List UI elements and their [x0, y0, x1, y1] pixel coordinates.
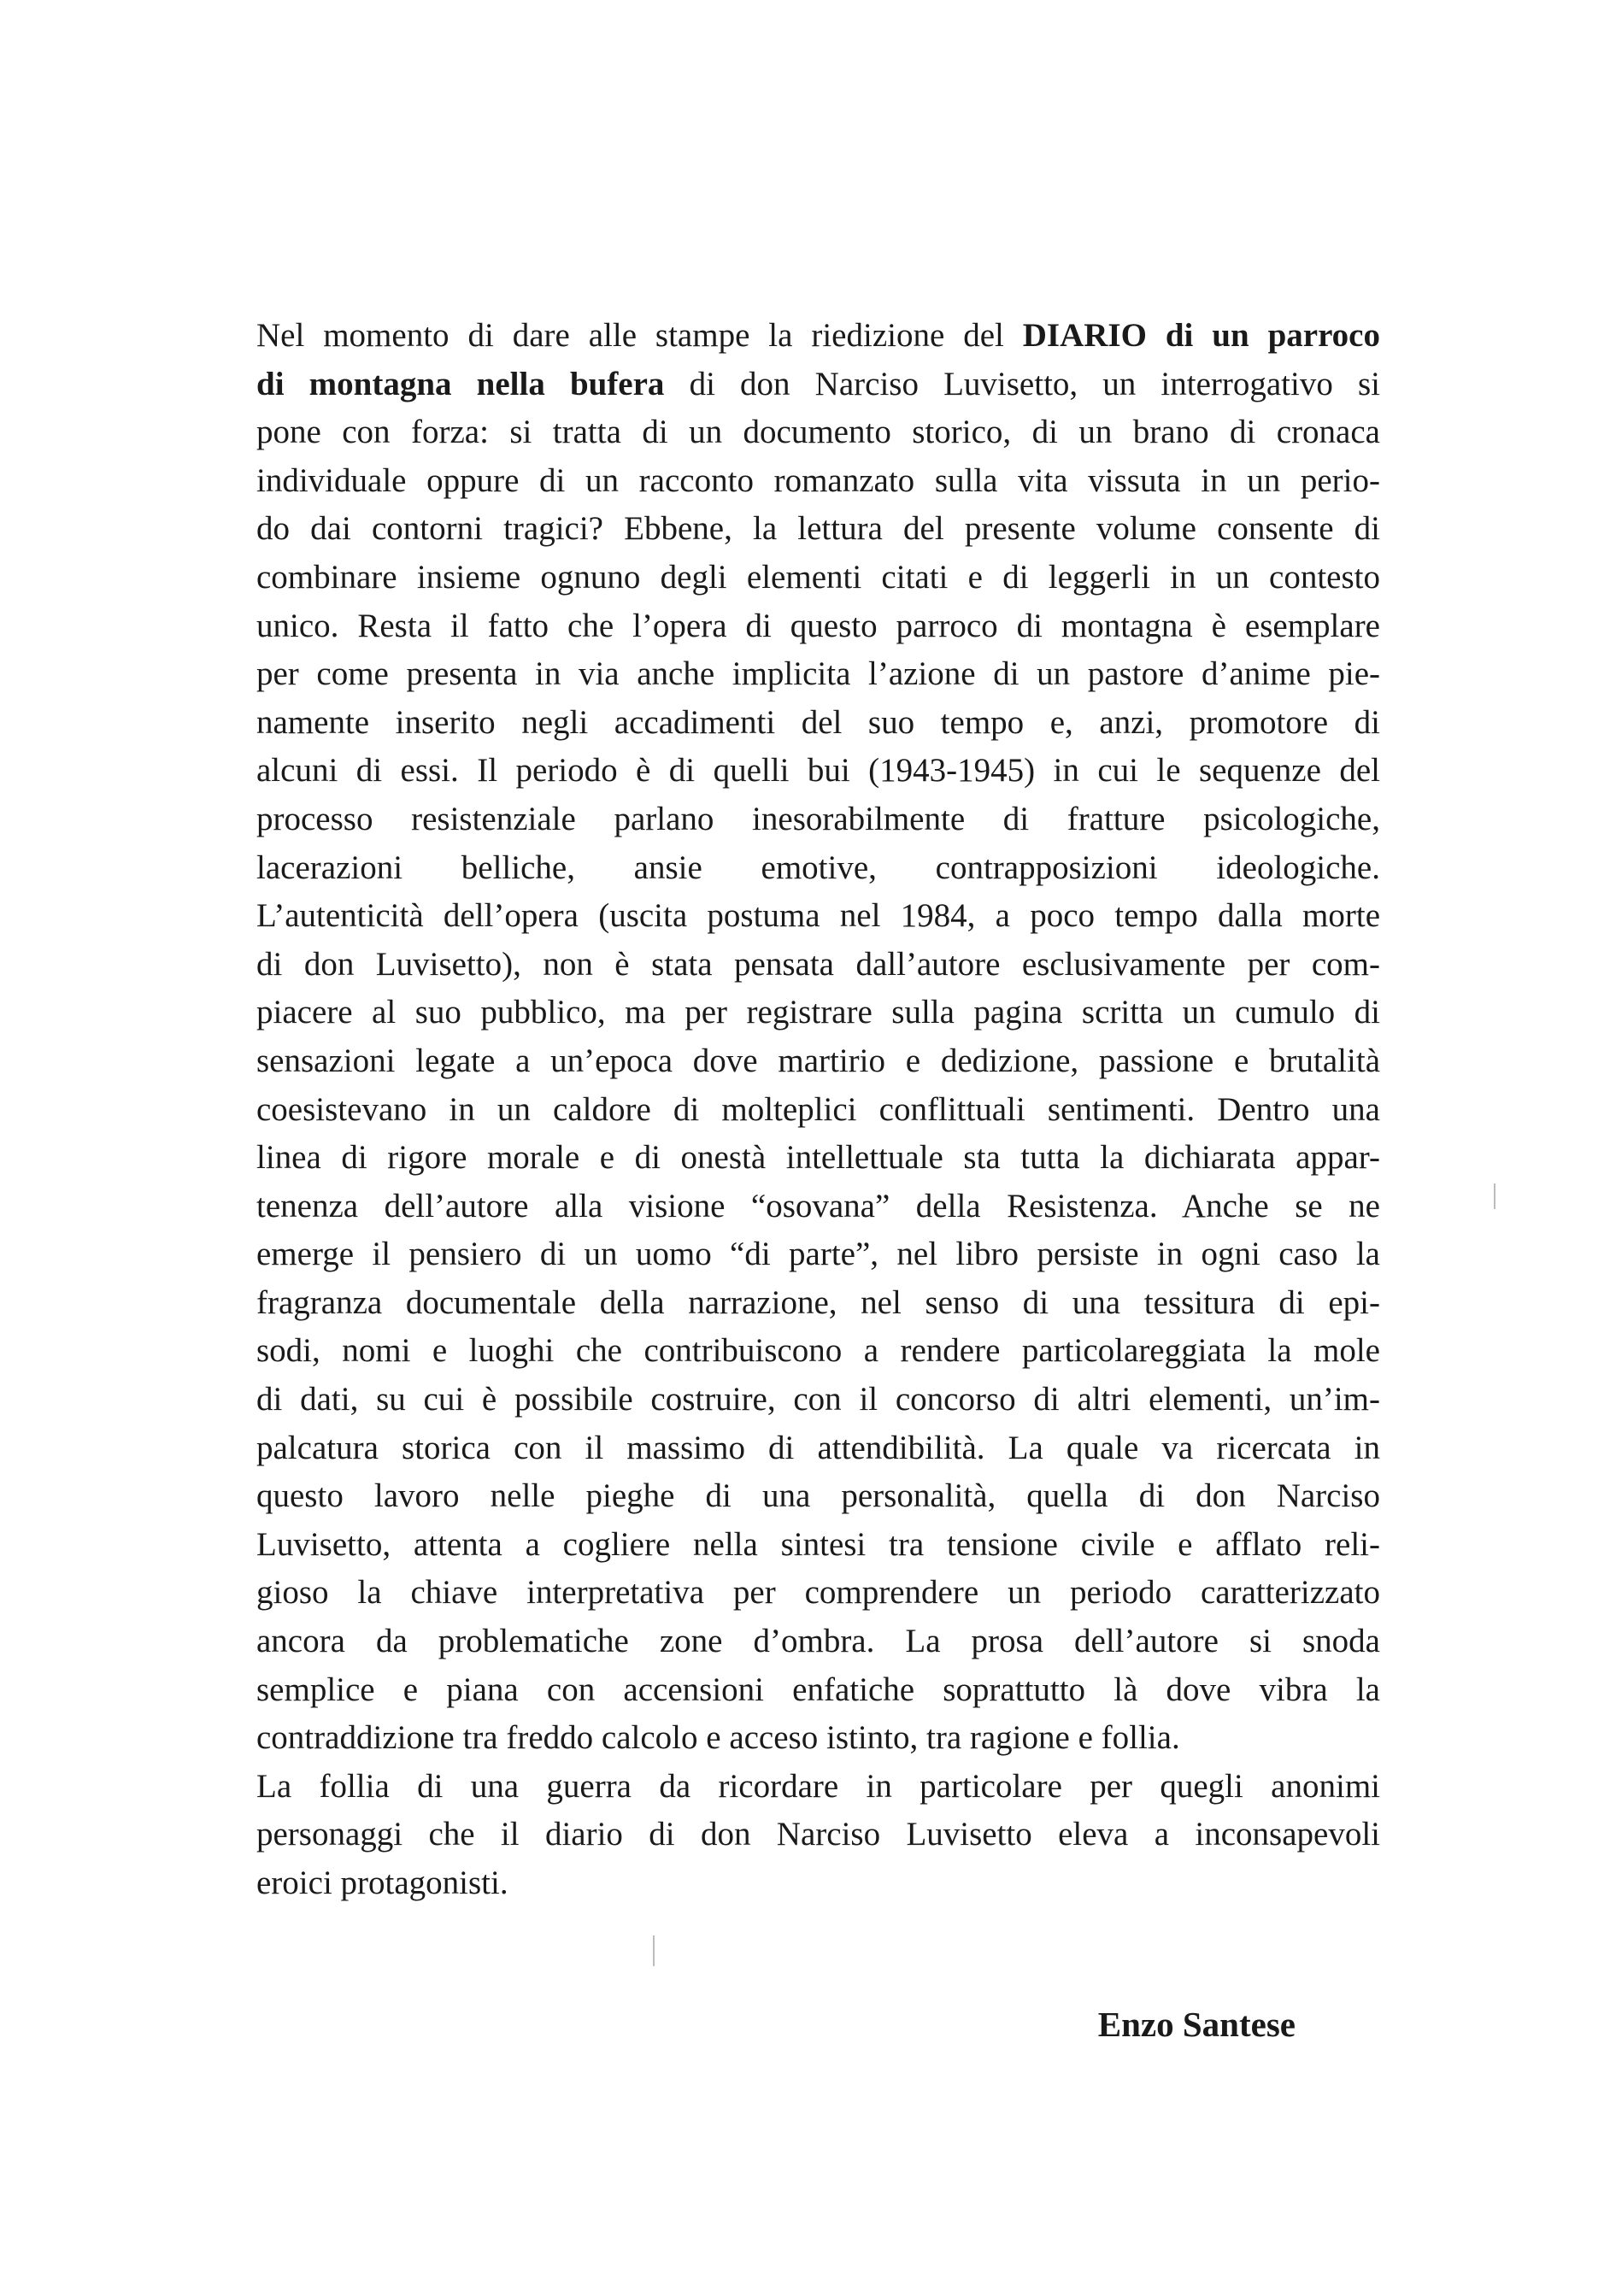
text-line: [256, 1424, 1380, 1473]
text-line: [256, 1569, 1380, 1618]
text-segment: palcatura storica con il massimo di attendibilità. La quale va ricercata in: [256, 1429, 1380, 1466]
text-segment: semplice e piana con accensioni enfatiche soprattutto là dove vibra la: [256, 1671, 1380, 1708]
text-line: [256, 457, 1380, 506]
text-line: [256, 699, 1380, 748]
text-line: [256, 989, 1380, 1037]
text-segment: La follia di una guerra da ricordare in particolare per quegli anonimi: [256, 1767, 1380, 1805]
text-segment: linea di rigore morale e di onestà intellettuale sta tutta la dichiarata appar-: [256, 1139, 1380, 1177]
text-segment: sensazioni legate a un’epoca dove martirio e dedizione, passione e brutalità: [256, 1042, 1380, 1079]
scan-mark: [1494, 1183, 1495, 1209]
text-line: [256, 1521, 1380, 1570]
text-line: [256, 1086, 1380, 1135]
text-line: [256, 844, 1380, 893]
text-line: [256, 361, 1380, 409]
text-line: [256, 1230, 1380, 1279]
text-segment: alcuni di essi. Il periodo è di quelli bui (1943-1945) in cui le sequenze del: [256, 752, 1380, 790]
text-segment: coesistevano in un caldore di molteplici conflittuali sentimenti. Dentro una: [256, 1090, 1380, 1128]
text-segment: lacerazioni belliche, ansie emotive, contrapposizioni ideologiche.: [256, 849, 1380, 886]
text-segment: piacere al suo pubblico, ma per registrare sulla pagina scritta un cumulo di: [256, 994, 1380, 1031]
text-segment: gioso la chiave interpretativa per comprendere un periodo caratterizzato: [256, 1574, 1380, 1612]
bold-text-segment: di montagna nella bufera: [256, 365, 665, 402]
text-segment: questo lavoro nelle pieghe di una personalità, quella di don Narciso: [256, 1477, 1380, 1515]
text-line: [256, 1134, 1380, 1183]
text-segment: Luvisetto, attenta a cogliere nella sintesi tra tensione civile e afflato reli-: [256, 1525, 1380, 1563]
text-line: [256, 941, 1380, 989]
text-segment: L’autenticità dell’opera (uscita postuma nel 1984, a poco tempo dalla morte: [256, 897, 1380, 935]
text-line: [256, 1763, 1380, 1812]
text-line: [256, 1859, 1380, 1908]
text-segment: unico. Resta il fatto che l’opera di questo parroco di montagna è esemplare: [256, 607, 1380, 644]
text-line: [256, 312, 1380, 361]
text-segment: individuale oppure di un racconto romanzato sulla vita vissuta in un perio-: [256, 461, 1380, 499]
text-segment: di don Narciso Luvisetto, un interrogativo si: [664, 365, 1380, 402]
text-line: [256, 892, 1380, 941]
text-segment: sodi, nomi e luoghi che contribuiscono a rendere particolareggiata la mole: [256, 1332, 1380, 1370]
text-line: [256, 1376, 1380, 1424]
text-segment: contraddizione tra freddo calcolo e acceso istinto, tra ragione e follia.: [256, 1719, 1180, 1757]
text-segment: Nel momento di dare alle stampe la riedizione del: [256, 317, 1023, 354]
text-line: [256, 554, 1380, 602]
text-segment: personaggi che il diario di don Narciso Luvisetto eleva a inconsapevoli: [256, 1816, 1380, 1853]
text-line: [256, 1472, 1380, 1521]
text-segment: di don Luvisetto), non è stata pensata dall’autore esclusivamente per com-: [256, 945, 1380, 983]
text-segment: di dati, su cui è possibile costruire, con il concorso di altri elementi, un’im-: [256, 1381, 1380, 1418]
text-line: [256, 408, 1380, 457]
text-segment: tenenza dell’autore alla visione “osovana” della Resistenza. Anche se ne: [256, 1187, 1380, 1224]
preface-body: [256, 312, 1380, 1908]
scan-mark: [653, 1935, 655, 1966]
text-segment: ancora da problematiche zone d’ombra. La prosa dell’autore si snoda: [256, 1623, 1380, 1660]
text-line: [256, 1327, 1380, 1376]
text-line: [256, 1618, 1380, 1666]
text-segment: pone con forza: si tratta di un documento storico, di un brano di cronaca: [256, 414, 1380, 451]
author-signature: Enzo Santese: [1097, 2005, 1296, 2044]
text-line: [256, 602, 1380, 651]
text-line: [256, 1714, 1380, 1763]
text-segment: fragranza documentale della narrazione, nel senso di una tessitura di epi-: [256, 1283, 1380, 1321]
text-segment: namente inserito negli accadimenti del suo tempo e, anzi, promotore di: [256, 703, 1380, 741]
text-segment: emerge il pensiero di un uomo “di parte”, nel libro persiste in ogni caso la: [256, 1236, 1380, 1273]
text-line: [256, 505, 1380, 554]
text-segment: do dai contorni tragici? Ebbene, la lettura del presente volume consente di: [256, 510, 1380, 548]
text-segment: combinare insieme ognuno degli elementi citati e di leggerli in un contesto: [256, 558, 1380, 596]
text-segment: processo resistenziale parlano inesorabilmente di fratture psicologiche,: [256, 800, 1380, 837]
text-line: [256, 1666, 1380, 1715]
text-line: [256, 1279, 1380, 1328]
text-line: [256, 650, 1380, 699]
text-line: [256, 796, 1380, 844]
text-segment: per come presenta in via anche implicita l’azione di un pastore d’anime pie-: [256, 655, 1380, 693]
text-segment: eroici protagonisti.: [256, 1864, 508, 1901]
text-line: [256, 1811, 1380, 1859]
bold-text-segment: DIARIO di un parroco: [1022, 317, 1380, 354]
text-line: [256, 747, 1380, 796]
text-line: [256, 1183, 1380, 1231]
text-line: [256, 1037, 1380, 1086]
